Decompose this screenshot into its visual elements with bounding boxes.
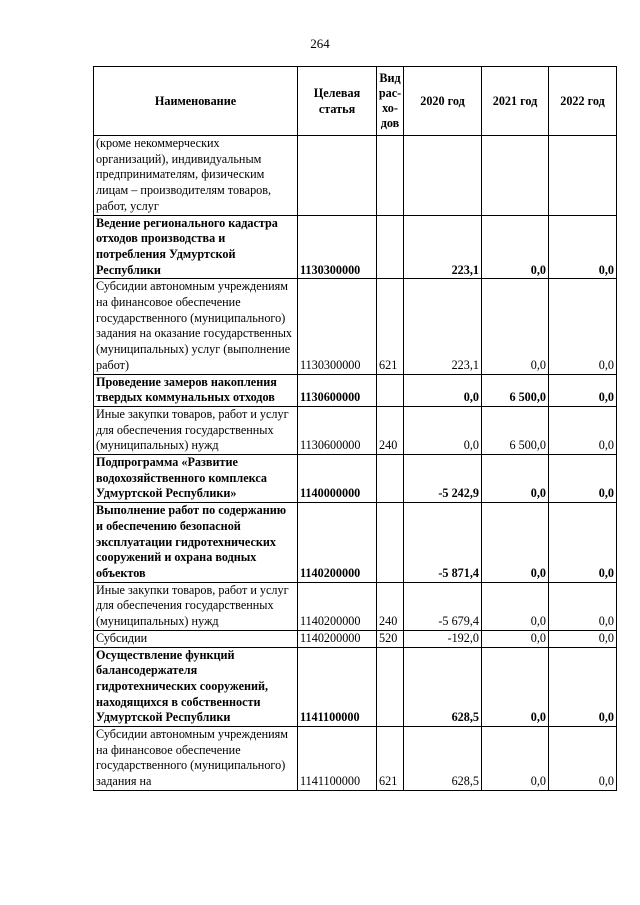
cell-name: Субсидии bbox=[94, 630, 298, 647]
cell-y2021: 0,0 bbox=[482, 279, 549, 374]
cell-y2020: -192,0 bbox=[404, 630, 482, 647]
cell-code: 1141100000 bbox=[298, 727, 377, 791]
cell-code: 1140200000 bbox=[298, 503, 377, 583]
cell-y2022: 0,0 bbox=[549, 374, 617, 406]
cell-y2022: 0,0 bbox=[549, 406, 617, 454]
cell-y2021: 0,0 bbox=[482, 647, 549, 727]
cell-name: Ведение регионального кадастра отходов производства и потребления Удмуртской Республики bbox=[94, 215, 298, 279]
page-number: 264 bbox=[310, 36, 330, 51]
cell-name: Субсидии автономным учреждениям на финансовое обеспечение государственного (муниципального) задания на оказание государственных (муниципальных) услуг (выполнение работ) bbox=[94, 279, 298, 374]
cell-vid bbox=[377, 374, 404, 406]
cell-y2020: -5 871,4 bbox=[404, 503, 482, 583]
cell-vid bbox=[377, 455, 404, 503]
cell-y2022: 0,0 bbox=[549, 727, 617, 791]
cell-code: 1140200000 bbox=[298, 582, 377, 630]
cell-vid bbox=[377, 136, 404, 216]
cell-name: (кроме некоммерческих организаций), индивидуальным предпринимателям, физическим лицам – производителям товаров, работ, услуг bbox=[94, 136, 298, 216]
table-row bbox=[94, 374, 617, 406]
cell-y2021: 0,0 bbox=[482, 727, 549, 791]
cell-y2021: 6 500,0 bbox=[482, 374, 549, 406]
cell-name: Выполнение работ по содержанию и обеспечению безопасной эксплуатации гидротехнических сооружений и охрана водных объектов bbox=[94, 503, 298, 583]
header-code: Целевая статья bbox=[298, 67, 377, 136]
cell-y2021: 0,0 bbox=[482, 582, 549, 630]
cell-y2022: 0,0 bbox=[549, 279, 617, 374]
cell-y2020: 0,0 bbox=[404, 374, 482, 406]
cell-y2022 bbox=[549, 136, 617, 216]
cell-y2021: 6 500,0 bbox=[482, 406, 549, 454]
cell-y2020: 628,5 bbox=[404, 727, 482, 791]
header-name: Наименование bbox=[94, 67, 298, 136]
cell-name: Иные закупки товаров, работ и услуг для обеспечения государственных (муниципальных) нужд bbox=[94, 406, 298, 454]
cell-y2021: 0,0 bbox=[482, 455, 549, 503]
cell-y2021: 0,0 bbox=[482, 215, 549, 279]
cell-code: 1130300000 bbox=[298, 279, 377, 374]
table-row bbox=[94, 503, 617, 583]
cell-y2020: 0,0 bbox=[404, 406, 482, 454]
cell-vid bbox=[377, 647, 404, 727]
cell-code: 1130600000 bbox=[298, 374, 377, 406]
cell-vid bbox=[377, 215, 404, 279]
cell-y2022: 0,0 bbox=[549, 647, 617, 727]
cell-y2022: 0,0 bbox=[549, 630, 617, 647]
cell-y2022: 0,0 bbox=[549, 582, 617, 630]
cell-vid bbox=[377, 503, 404, 583]
cell-vid: 621 bbox=[377, 279, 404, 374]
table-row bbox=[94, 406, 617, 454]
cell-y2020: 223,1 bbox=[404, 215, 482, 279]
cell-name: Субсидии автономным учреждениям на финансовое обеспечение государственного (муниципального) задания на bbox=[94, 727, 298, 791]
cell-y2022: 0,0 bbox=[549, 215, 617, 279]
cell-vid: 240 bbox=[377, 406, 404, 454]
table-row bbox=[94, 727, 617, 791]
header-2020: 2020 год bbox=[404, 67, 482, 136]
table-row bbox=[94, 630, 617, 647]
cell-name: Подпрограмма «Развитие водохозяйственного комплекса Удмуртской Республики» bbox=[94, 455, 298, 503]
cell-y2020 bbox=[404, 136, 482, 216]
cell-code: 1130300000 bbox=[298, 215, 377, 279]
cell-y2020: -5 242,9 bbox=[404, 455, 482, 503]
cell-name: Иные закупки товаров, работ и услуг для обеспечения государственных (муниципальных) нужд bbox=[94, 582, 298, 630]
cell-vid: 621 bbox=[377, 727, 404, 791]
table-row bbox=[94, 582, 617, 630]
table-row bbox=[94, 647, 617, 727]
cell-y2021: 0,0 bbox=[482, 503, 549, 583]
table-row bbox=[94, 136, 617, 216]
cell-vid: 520 bbox=[377, 630, 404, 647]
table-row bbox=[94, 279, 617, 374]
cell-name: Осуществление функций балансодержателя гидротехнических сооружений, находящихся в собственности Удмуртской Республики bbox=[94, 647, 298, 727]
budget-table bbox=[93, 66, 617, 791]
cell-code: 1140000000 bbox=[298, 455, 377, 503]
table-row bbox=[94, 215, 617, 279]
cell-y2022: 0,0 bbox=[549, 503, 617, 583]
cell-code: 1141100000 bbox=[298, 647, 377, 727]
cell-vid: 240 bbox=[377, 582, 404, 630]
cell-code: 1130600000 bbox=[298, 406, 377, 454]
cell-y2020: -5 679,4 bbox=[404, 582, 482, 630]
cell-name: Проведение замеров накопления твердых коммунальных отходов bbox=[94, 374, 298, 406]
cell-y2021 bbox=[482, 136, 549, 216]
cell-y2022: 0,0 bbox=[549, 455, 617, 503]
cell-y2020: 628,5 bbox=[404, 647, 482, 727]
cell-code: 1140200000 bbox=[298, 630, 377, 647]
cell-code bbox=[298, 136, 377, 216]
header-2022: 2022 год bbox=[549, 67, 617, 136]
header-2021: 2021 год bbox=[482, 67, 549, 136]
cell-y2020: 223,1 bbox=[404, 279, 482, 374]
header-vid: Вид рас-хо-дов bbox=[377, 67, 404, 136]
cell-y2021: 0,0 bbox=[482, 630, 549, 647]
header-row bbox=[94, 67, 617, 136]
table-row bbox=[94, 455, 617, 503]
